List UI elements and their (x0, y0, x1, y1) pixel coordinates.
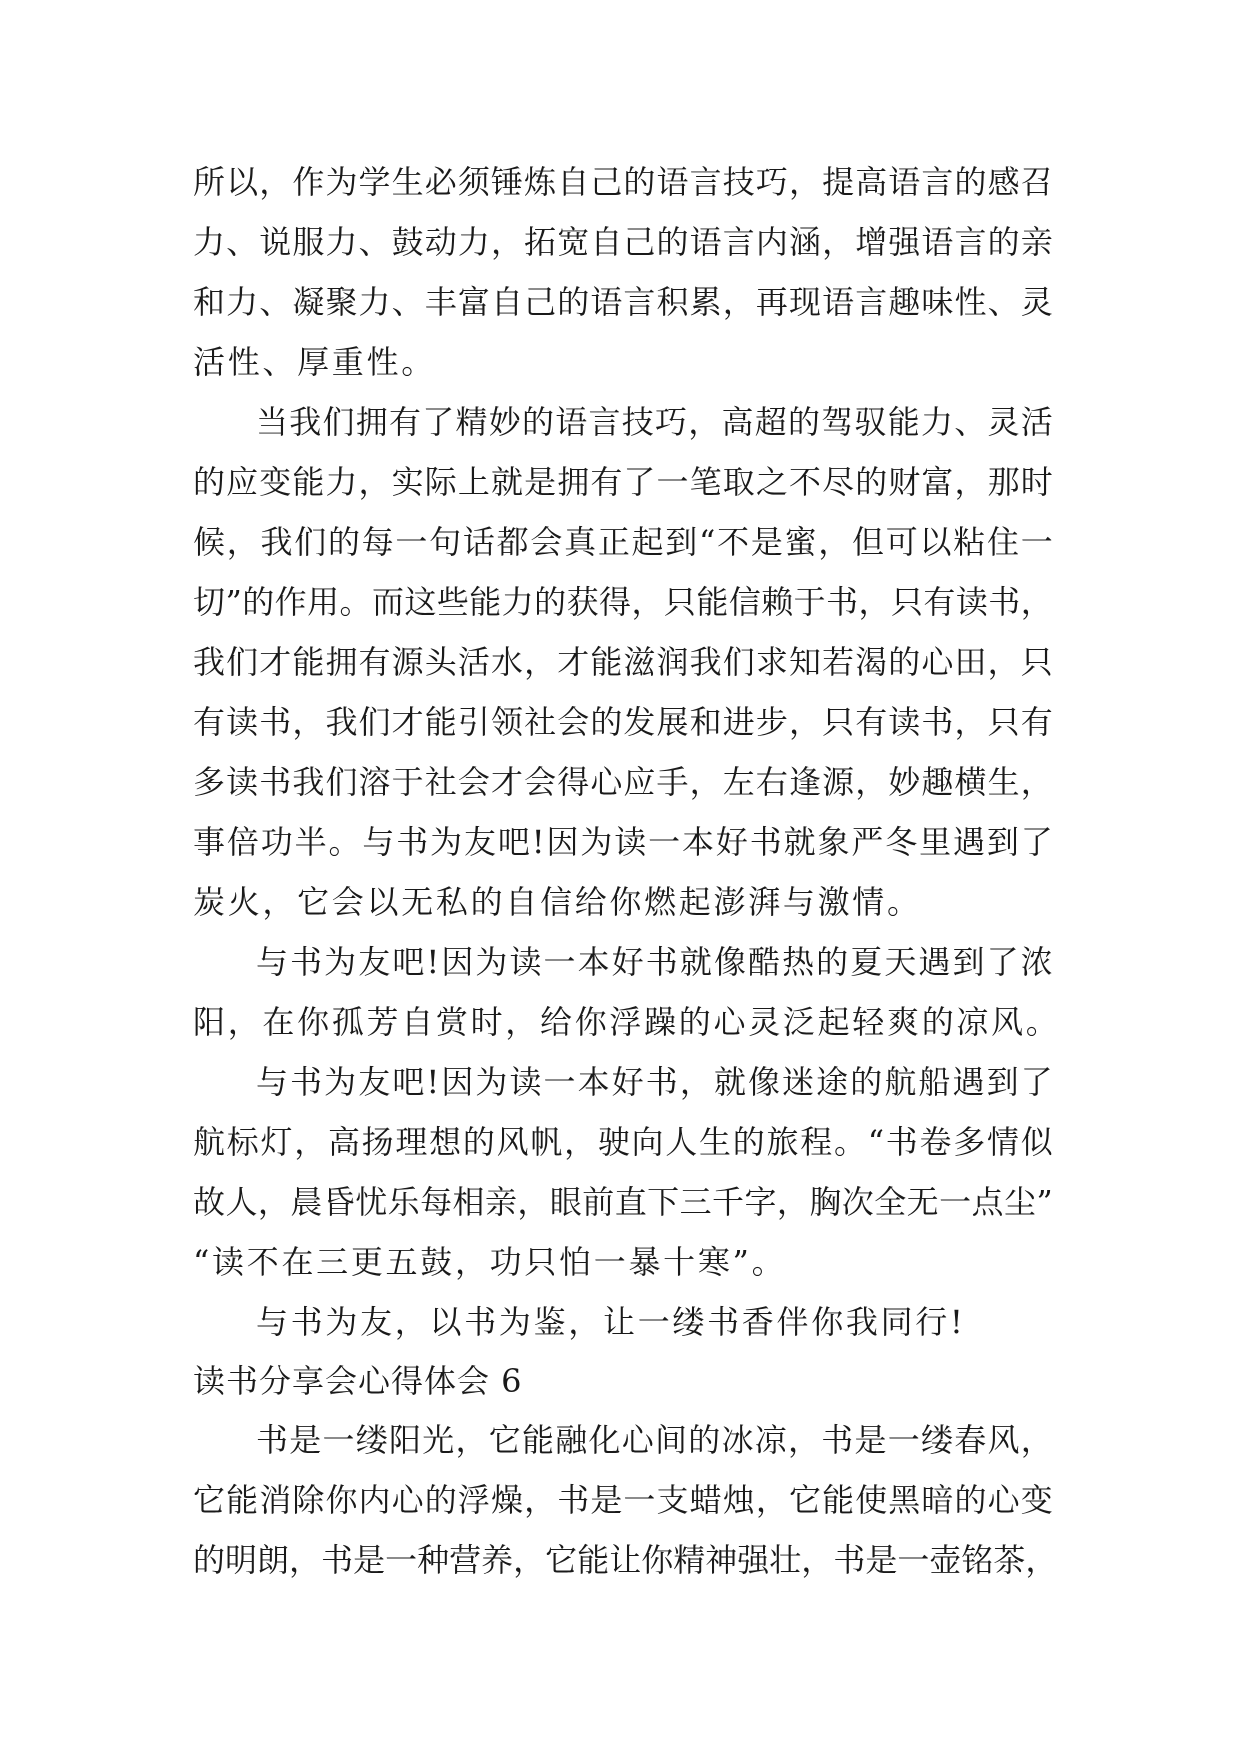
paragraph-line: 书 是 一 缕 阳 光 ， 它 能 融 化 心 间 的 冰 凉 ， 书 是 一 缕 春 风 ， (256, 1421, 1053, 1459)
paragraph-line: 有 读 书 ， 我 们 才 能 引 领 社 会 的 发 展 和 进 步 ， 只 有 读 书 ， 只 有 (193, 703, 1053, 741)
paragraph-line: 故 人 ， 晨 昏 忧 乐 每 相 亲 ， 眼 前 直 下 三 千 字 ， 胸 次 全 无 一 点 尘 ” (193, 1183, 1053, 1221)
paragraph-line: 炭火，它会以无私的自信给你燃起澎湃与激情。 (193, 883, 922, 921)
paragraph-line: 和 力 、 凝 聚 力 、 丰 富 自 己 的 语 言 积 累 ， 再 现 语 言 趣 味 性 、 灵 (193, 283, 1053, 321)
document-body (193, 152, 1061, 1590)
paragraph-line: 阳，在你孤芳自赏时，给你浮躁的心灵泛起轻爽的凉风。 (193, 1003, 1061, 1041)
paragraph-line: 与 书 为 友 吧 ! 因 为 读 一 本 好 书 ， 就 像 迷 途 的 航 船 遇 到 了 (256, 1063, 1053, 1101)
paragraph-line: 切 ” 的 作 用 。 而 这 些 能 力 的 获 得 ， 只 能 信 赖 于 书 ， 只 有 读 书 ， (193, 583, 1053, 621)
paragraph-line: 所 以 ， 作 为 学 生 必 须 锤 炼 自 己 的 语 言 技 巧 ， 提 高 语 言 的 感 召 (193, 163, 1053, 201)
paragraph-line: 当 我 们 拥 有 了 精 妙 的 语 言 技 巧 ， 高 超 的 驾 驭 能 力 、 灵 活 (256, 403, 1053, 441)
paragraph-line: 航 标 灯 ， 高 扬 理 想 的 风 帆 ， 驶 向 人 生 的 旅 程 。 “ 书 卷 多 情 似 (193, 1123, 1053, 1161)
paragraph-line: 的 明 朗 ， 书 是 一 种 营 养 ， 它 能 让 你 精 神 强 壮 ， 书 是 一 壶 铭 茶 ， (193, 1541, 1058, 1579)
paragraph-line: 我 们 才 能 拥 有 源 头 活 水 ， 才 能 滋 润 我 们 求 知 若 渴 的 心 田 ， 只 (193, 643, 1053, 681)
paragraph-line: 它 能 消 除 你 内 心 的 浮 燥 ， 书 是 一 支 蜡 烛 ， 它 能 使 黑 暗 的 心 变 (193, 1481, 1053, 1519)
paragraph-line: 与书为友，以书为鉴，让一缕书香伴你我同行! (256, 1303, 966, 1341)
paragraph-line: 事 倍 功 半 。 与 书 为 友 吧 ! 因 为 读 一 本 好 书 就 象 严 冬 里 遇 到 了 (193, 823, 1053, 861)
section-heading: 读书分享会心得体会 6 (193, 1362, 523, 1400)
paragraph-line: 的 应 变 能 力 ， 实 际 上 就 是 拥 有 了 一 笔 取 之 不 尽 的 财 富 ， 那 时 (193, 463, 1053, 501)
paragraph-line: 活性、厚重性。 (193, 343, 436, 381)
paragraph-line: “读不在三更五鼓，功只怕一暴十寒”。 (193, 1243, 787, 1281)
paragraph-line: 与 书 为 友 吧 ! 因 为 读 一 本 好 书 就 像 酷 热 的 夏 天 遇 到 了 浓 (256, 943, 1053, 981)
paragraph-line: 多 读 书 我 们 溶 于 社 会 才 会 得 心 应 手 ， 左 右 逢 源 ， 妙 趣 横 生 ， (193, 763, 1053, 801)
paragraph-line: 候 ， 我 们 的 每 一 句 话 都 会 真 正 起 到 “ 不 是 蜜 ， 但 可 以 粘 住 一 (193, 523, 1053, 561)
paragraph-line: 力 、 说 服 力 、 鼓 动 力 ， 拓 宽 自 己 的 语 言 内 涵 ， 增 强 语 言 的 亲 (193, 223, 1053, 261)
